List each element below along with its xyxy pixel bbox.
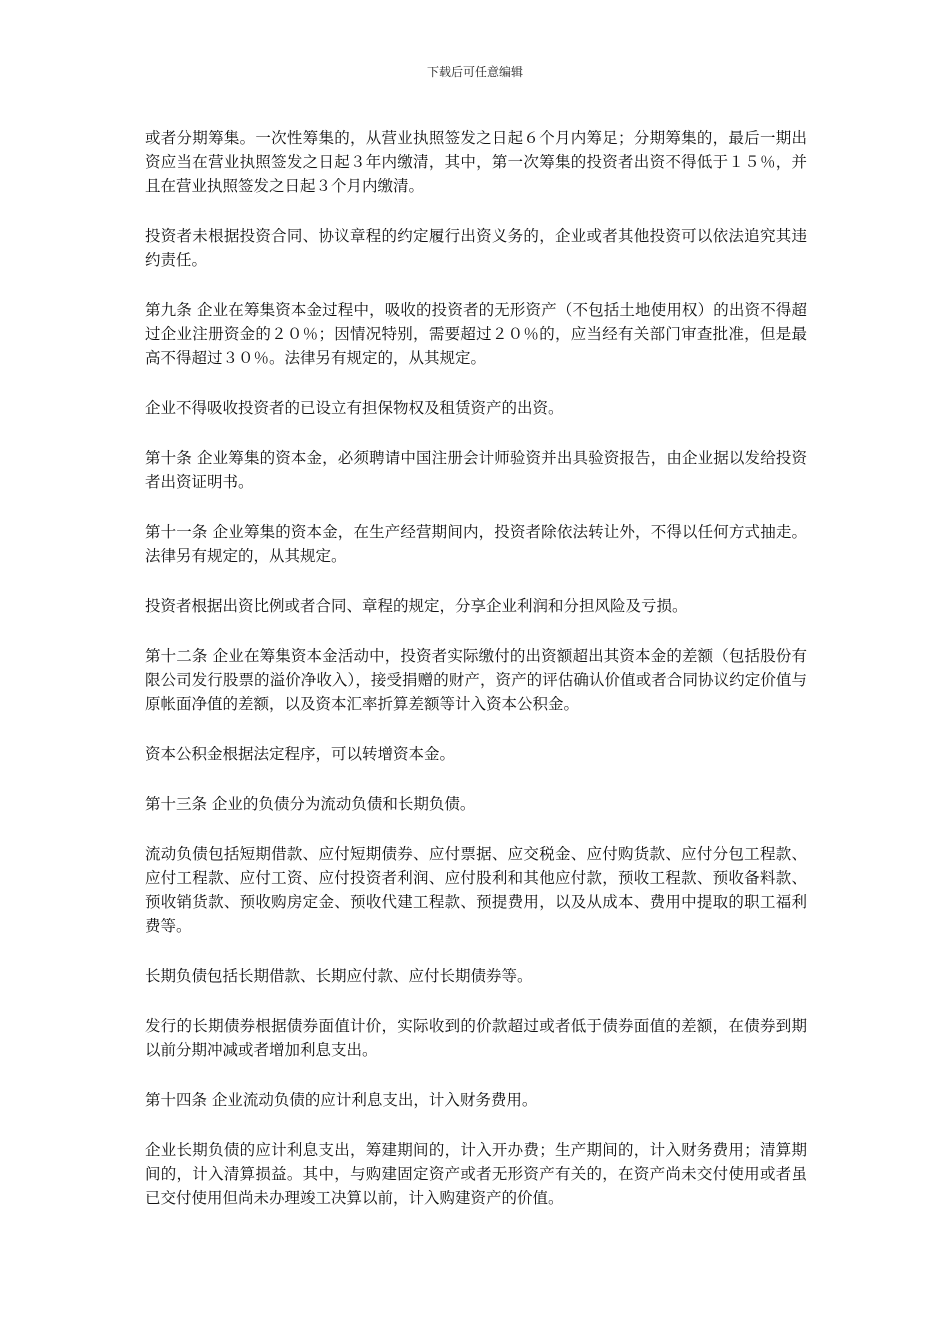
paragraph-long-term-interest: 企业长期负债的应计利息支出，筹建期间的，计入开办费；生产期间的，计入财务费用；清算期间的，计入清算损益。其中，与购建固定资产或者无形资产有关的，在资产尚未交付使用或者虽已交付使用但尚未办理竣工决算以前，计入购建资产的价值。 bbox=[145, 1141, 807, 1207]
document-body bbox=[145, 126, 807, 1236]
paragraph-bond-valuation: 发行的长期债券根据债券面值计价，实际收到的价款超过或者低于债券面值的差额，在债券到期以前分期冲减或者增加利息支出。 bbox=[145, 1017, 807, 1059]
page-header: 下载后可任意编辑 bbox=[426, 65, 523, 79]
paragraph-profit-sharing: 投资者根据出资比例或者合同、章程的规定，分享企业利润和分担风险及亏损。 bbox=[145, 597, 688, 615]
paragraph-investor-liability: 投资者未根据投资合同、协议章程的约定履行出资义务的，企业或者其他投资可以依法追究其违约责任。 bbox=[145, 227, 807, 269]
paragraph-article-14: 第十四条 企业流动负债的应计利息支出，计入财务费用。 bbox=[145, 1091, 538, 1109]
paragraph-article-12: 第十二条 企业在筹集资本金活动中，投资者实际缴付的出资额超出其资本金的差额（包括股份有限公司发行股票的溢价净收入），接受捐赠的财产，资产的评估确认价值或者合同协议约定价值与原帐面净值的差额，以及资本汇率折算差额等计入资本公积金。 bbox=[145, 647, 807, 713]
paragraph-capital-reserve: 资本公积金根据法定程序，可以转增资本金。 bbox=[145, 745, 456, 763]
paragraph-capital-raising-terms: 或者分期筹集。一次性筹集的，从营业执照签发之日起６个月内筹足；分期筹集的，最后一期出资应当在营业执照签发之日起３年内缴清，其中，第一次筹集的投资者出资不得低于１５％，并且在营业执照签发之日起３个月内缴清。 bbox=[145, 129, 807, 195]
paragraph-article-10: 第十条 企业筹集的资本金，必须聘请中国注册会计师验资并出具验资报告，由企业据以发给投资者出资证明书。 bbox=[145, 449, 807, 491]
paragraph-no-pledged-assets: 企业不得吸收投资者的已设立有担保物权及租赁资产的出资。 bbox=[145, 399, 564, 417]
paragraph-article-9: 第九条 企业在筹集资本金过程中，吸收的投资者的无形资产（不包括土地使用权）的出资不得超过企业注册资金的２０％；因情况特别，需要超过２０％的，应当经有关部门审查批准，但是最高不得超过３０％。法律另有规定的，从其规定。 bbox=[145, 301, 807, 367]
paragraph-long-term-liabilities: 长期负债包括长期借款、长期应付款、应付长期债券等。 bbox=[145, 967, 533, 985]
paragraph-article-11: 第十一条 企业筹集的资本金，在生产经营期间内，投资者除依法转让外，不得以任何方式抽走。法律另有规定的，从其规定。 bbox=[145, 523, 807, 565]
paragraph-article-13: 第十三条 企业的负债分为流动负债和长期负债。 bbox=[145, 795, 476, 813]
paragraph-current-liabilities: 流动负债包括短期借款、应付短期债券、应付票据、应交税金、应付购货款、应付分包工程款、应付工程款、应付工资、应付投资者利润、应付股利和其他应付款，预收工程款、预收备料款、预收销货款、预收购房定金、预收代建工程款、预提费用，以及从成本、费用中提取的职工福利费等。 bbox=[145, 845, 807, 935]
